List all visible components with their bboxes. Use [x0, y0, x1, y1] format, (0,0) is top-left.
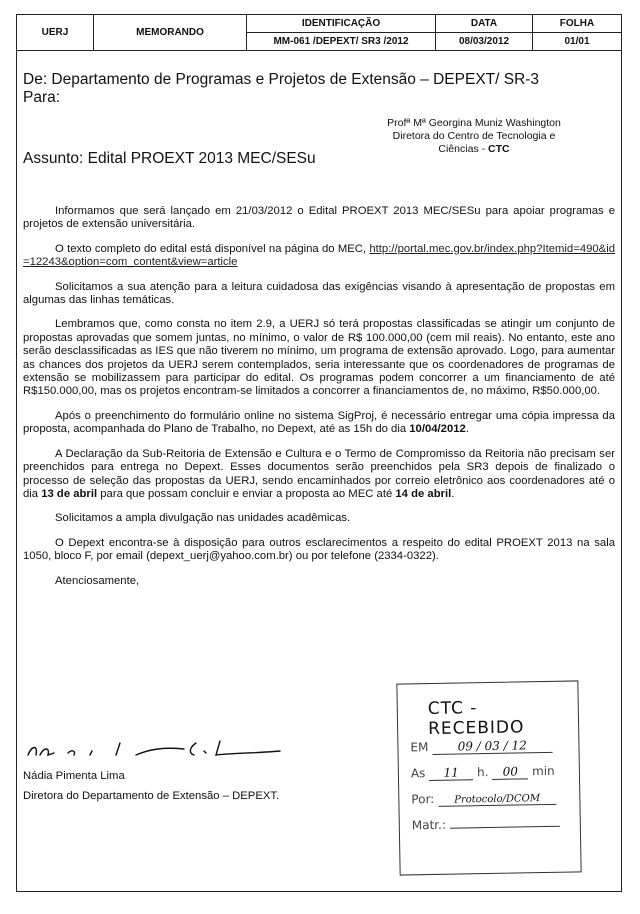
edital-link[interactable]: http://portal.mec.gov.br/index.php?Itemid=490&id=12243&option=com_content&view=article — [23, 242, 615, 269]
recipient-role-line1: Diretora do Centro de Tecnologia e — [392, 130, 556, 142]
stamp-em-label: EM — [410, 740, 429, 755]
date-value-cell: 08/03/2012 — [436, 33, 533, 51]
recipient-role-prefix: Ciências - — [438, 143, 488, 155]
stamp-por-row — [411, 790, 556, 808]
stamp-date-value: 09 / 03 / 12 — [432, 738, 552, 755]
received-stamp — [396, 680, 581, 875]
sheet-value-cell: 01/01 — [533, 33, 622, 51]
org-cell: UERJ — [17, 15, 94, 51]
stamp-por-value: Protocolo/DCOM — [438, 793, 556, 807]
declaration-date-1: 13 de abril — [41, 487, 98, 500]
submission-deadline: 10/04/2012 — [409, 423, 466, 436]
recipient-name: Profª Mª Georgina Muniz Washington — [387, 117, 561, 129]
subject-line: Assunto: Edital PROEXT 2013 MEC/SESu — [23, 150, 316, 167]
paragraph-submission — [23, 410, 615, 437]
declaration-date-2: 14 de abril — [395, 487, 452, 500]
signer-block — [23, 766, 279, 806]
stamp-matr-value — [450, 826, 560, 829]
recipient-block — [354, 117, 594, 156]
from-line: De: Departamento de Programas e Projetos de Extensão – DEPEXT/ SR-3 — [23, 71, 540, 88]
recipient-role-line2 — [354, 143, 594, 156]
sheet-label-cell: FOLHA — [533, 15, 622, 33]
stamp-min-value: 00 — [492, 764, 528, 780]
stamp-date-row — [410, 738, 552, 755]
id-label-cell: IDENTIFICAÇÃO — [247, 15, 436, 33]
stamp-matr-row — [412, 816, 560, 833]
signer-title: Diretora do Departamento de Extensão – DEPEXT. — [23, 790, 280, 802]
paragraph-link — [23, 243, 615, 270]
memo-body — [23, 205, 615, 599]
paragraph-contact: O Depext encontra-se à disposição para outros esclarecimentos a respeito do edital PROEXT 2013 na sala 1050, bloco F, por email (depext_uerj@yahoo.com.br) ou por telefone (2334-0322). — [23, 536, 615, 563]
declaration-mid: para que possam concluir e enviar a proposta ao MEC até — [97, 487, 396, 500]
memo-header-table — [16, 14, 622, 51]
signer-name: Nádia Pimenta Lima — [23, 770, 125, 782]
doc-type-cell: MEMORANDO — [94, 15, 247, 51]
link-intro: O texto completo do edital está disponível na página do MEC, — [55, 242, 370, 255]
paragraph-requirements: Lembramos que, como consta no item 2.9, a UERJ só terá propostas classificadas se atingir um conjunto de propostas aprovadas que somem juntas, no mínimo, o valor de R$ 100.000,00 (cem mil reais). No entanto, este ano serão desclassificadas as IES que não tiverem no mínimo, um programa de extensão aprovado. Logo, para aumentar as chances dos projetos da UERJ serem contemplados, seria interessante que os coordenadores de programas de extensão se mobilizassem para participar do edital. Os programas podem concorrer a um financiamento de até R$150.000,00, mas os projetos encontram-se limitados a concorrer a financiamentos de, no máximo, R$50.000,00. — [23, 318, 615, 398]
recipient-unit: CTC — [488, 143, 510, 155]
stamp-h-label: h. — [476, 765, 489, 780]
declaration-text: A Declaração da Sub-Reitoria de Extensão e Cultura e o Termo de Compromisso da Reitoria não precisam ser preenchidos para entrega no Depext. Esses documentos serão preenchidos pela SR3 depois de finalizado o processo de seleção das propostas da UERJ, sendo encaminhados por correio eletrônico aos coordenadores até o dia — [23, 447, 615, 500]
submission-text: Após o preenchimento do formulário online no sistema SigProj, é necessário entregar uma cópia impressa da proposta, acompanhada do Plano de Trabalho, no Depext, até as 15h do dia — [23, 409, 615, 436]
paragraph-attention: Solicitamos a sua atenção para a leitura cuidadosa das exigências visando à apresentação de propostas em algumas das linhas temáticas. — [23, 280, 615, 307]
paragraph-dissemination: Solicitamos a ampla divulgação nas unidades acadêmicas. — [55, 512, 351, 525]
to-label: Para: — [23, 89, 61, 106]
paragraph-announcement: Informamos que será lançado em 21/03/2012 o Edital PROEXT 2013 MEC/SESu para apoiar programas e projetos de extensão universitária. — [23, 205, 615, 231]
id-value-cell: MM-061 /DEPEXT/ SR3 /2012 — [247, 33, 436, 51]
stamp-min-label: min — [531, 763, 555, 779]
closing-line: Atenciosamente, — [55, 574, 140, 587]
from-block — [23, 71, 539, 107]
stamp-hour-value: 11 — [429, 765, 473, 781]
declaration-end: . — [451, 487, 455, 500]
stamp-matr-label: Matr.: — [411, 817, 447, 833]
stamp-as-label: As — [410, 766, 426, 781]
stamp-por-label: Por: — [411, 791, 435, 807]
submission-end: . — [465, 423, 469, 436]
paragraph-declaration — [23, 448, 615, 502]
handwritten-signature — [24, 733, 284, 763]
stamp-time-row — [411, 764, 555, 782]
date-label-cell: DATA — [436, 15, 533, 33]
stamp-title: CTC - RECEBIDO — [427, 698, 525, 740]
